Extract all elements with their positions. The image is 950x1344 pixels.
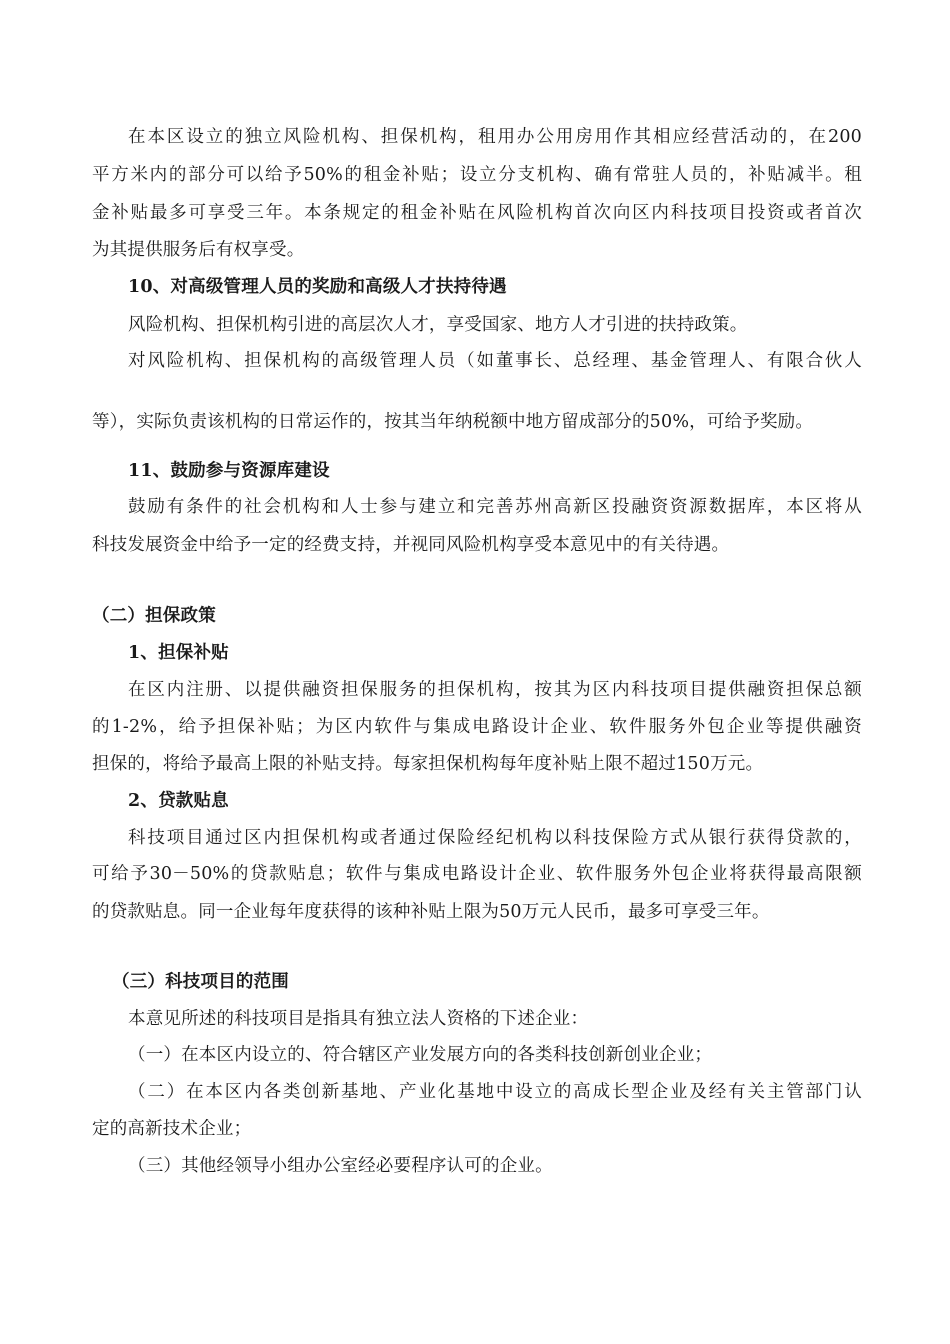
paragraph-line: 担保的，将给予最高上限的补贴支持。每家担保机构每年度补贴上限不超过150万元。 xyxy=(92,754,764,774)
section-heading: （二）担保政策 xyxy=(92,606,216,626)
paragraph-line: 可给予30－50%的贷款贴息；软件与集成电路设计企业、软件服务外包企业将获得最高限额 xyxy=(92,864,862,884)
paragraph-line: 的贷款贴息。同一企业每年度获得的该种补贴上限为50万元人民币，最多可享受三年。 xyxy=(92,902,770,922)
paragraph-line: 对风险机构、担保机构的高级管理人员（如董事长、总经理、基金管理人、有限合伙人 xyxy=(128,351,862,371)
paragraph-line: 风险机构、担保机构引进的高层次人才，享受国家、地方人才引进的扶持政策。 xyxy=(128,315,748,335)
section-heading: （三）科技项目的范围 xyxy=(112,972,289,992)
paragraph-line: 的1-2%，给予担保补贴；为区内软件与集成电路设计企业、软件服务外包企业等提供融资 xyxy=(92,717,862,737)
list-item: （三）其他经领导小组办公室经必要程序认可的企业。 xyxy=(128,1156,553,1176)
paragraph-line: 为其提供服务后有权享受。 xyxy=(92,240,305,260)
list-item-continuation: 定的高新技术企业； xyxy=(92,1119,252,1139)
paragraph-line: 在本区设立的独立风险机构、担保机构，租用办公用房用作其相应经营活动的，在200 xyxy=(128,127,862,147)
paragraph-line: 科技项目通过区内担保机构或者通过保险经纪机构以科技保险方式从银行获得贷款的， xyxy=(128,828,862,848)
list-item: （二）在本区内各类创新基地、产业化基地中设立的高成长型企业及经有关主管部门认 xyxy=(128,1082,862,1102)
section-heading: 10、对高级管理人员的奖励和高级人才扶持待遇 xyxy=(128,277,507,297)
section-heading: 11、鼓励参与资源库建设 xyxy=(128,461,330,481)
paragraph-line: 等），实际负责该机构的日常运作的，按其当年纳税额中地方留成部分的50%，可给予奖励。 xyxy=(92,412,814,432)
paragraph-line: 平方米内的部分可以给予50%的租金补贴；设立分支机构、确有常驻人员的，补贴减半。租 xyxy=(92,165,862,185)
paragraph-line: 在区内注册、以提供融资担保服务的担保机构，按其为区内科技项目提供融资担保总额 xyxy=(128,680,862,700)
paragraph-line: 本意见所述的科技项目是指具有独立法人资格的下述企业： xyxy=(128,1009,589,1029)
paragraph-line: 鼓励有条件的社会机构和人士参与建立和完善苏州高新区投融资资源数据库，本区将从 xyxy=(128,497,862,517)
subsection-heading: 2、贷款贴息 xyxy=(128,791,229,811)
paragraph-line: 科技发展资金中给予一定的经费支持，并视同风险机构享受本意见中的有关待遇。 xyxy=(92,535,730,555)
subsection-heading: 1、担保补贴 xyxy=(128,643,229,663)
paragraph-line: 金补贴最多可享受三年。本条规定的租金补贴在风险机构首次向区内科技项目投资或者首次 xyxy=(92,203,862,223)
list-item: （一）在本区内设立的、符合辖区产业发展方向的各类科技创新创业企业； xyxy=(128,1045,713,1065)
